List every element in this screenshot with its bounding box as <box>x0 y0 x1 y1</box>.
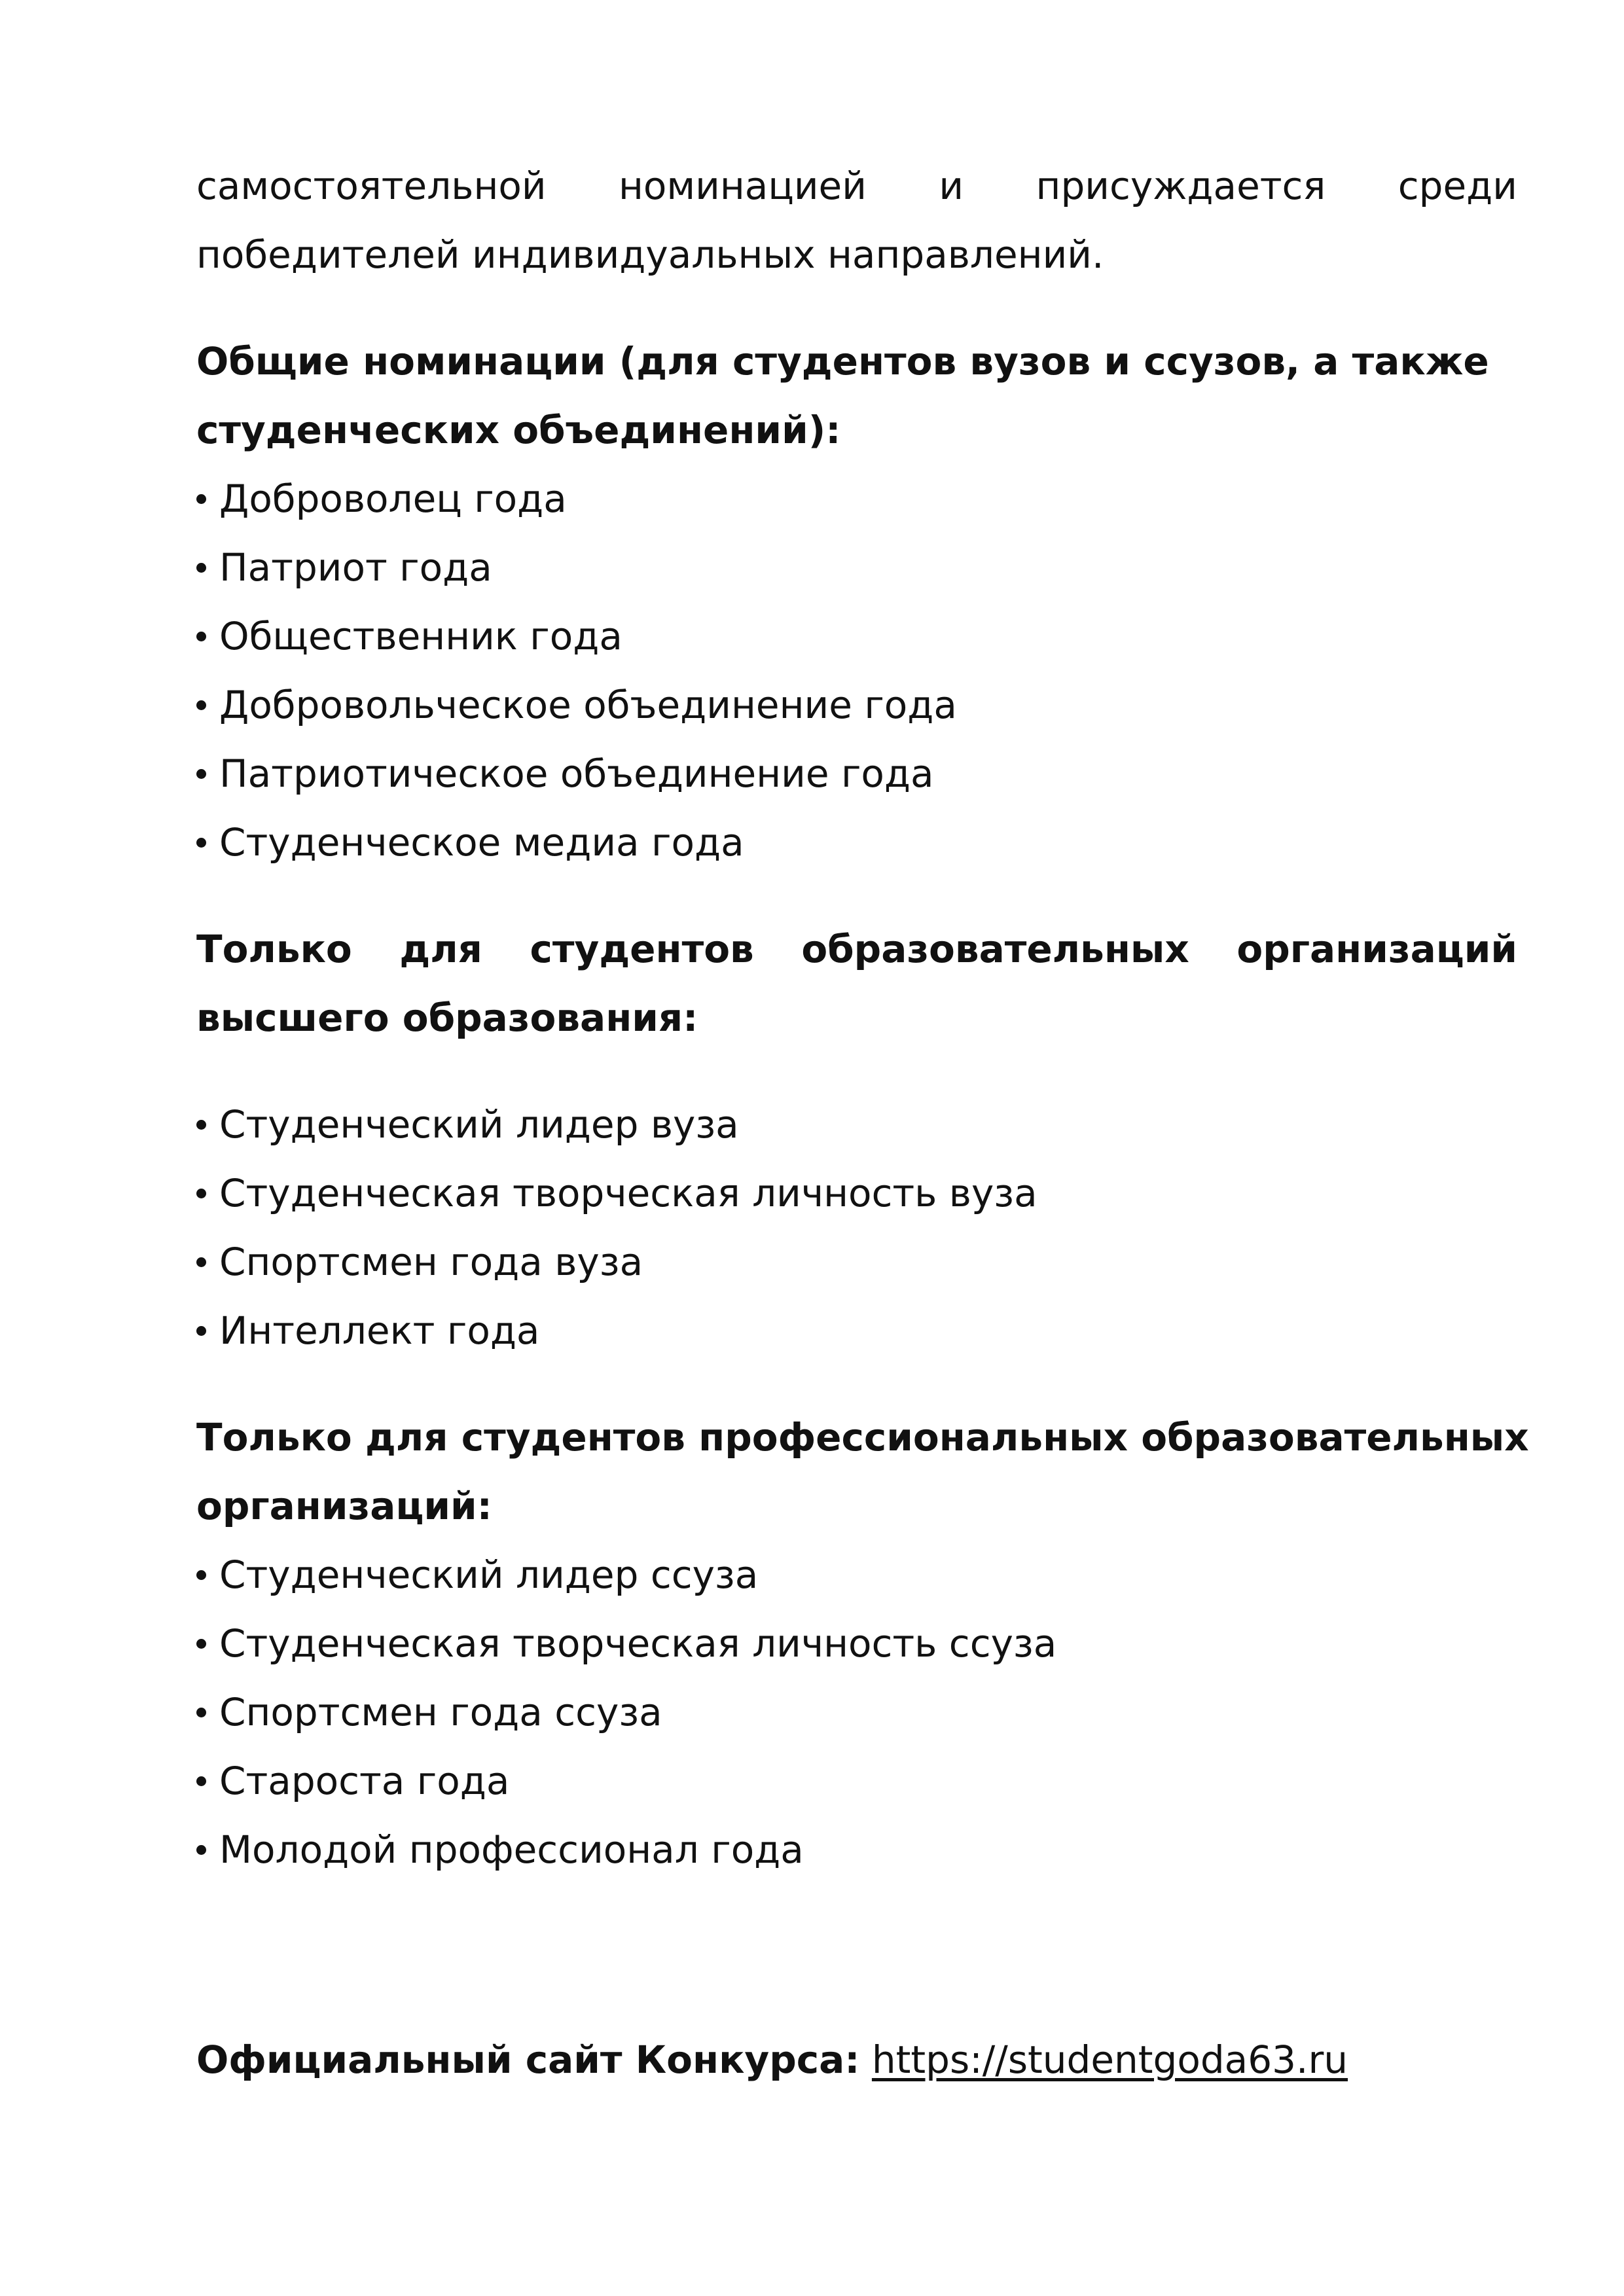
list-item <box>196 1541 1517 1609</box>
list-item-label: Добровольческое объединение года <box>219 683 957 727</box>
section-higher <box>196 915 1517 1365</box>
bullet-icon <box>196 769 206 779</box>
footer-official-site <box>196 2026 1517 2094</box>
list-item-label: Студенческая творческая личность ссуза <box>219 1621 1057 1666</box>
list-item <box>196 1747 1517 1816</box>
list-item-label: Студенческий лидер вуза <box>219 1102 739 1147</box>
list-item-label: Студенческое медиа года <box>219 820 744 865</box>
heading-word: образовательных <box>801 927 1189 971</box>
bullet-icon <box>196 838 206 848</box>
bullet-icon <box>196 1639 206 1649</box>
bullet-icon <box>196 1189 206 1198</box>
section-higher-list <box>196 1090 1517 1365</box>
list-item <box>196 1678 1517 1747</box>
list-item <box>196 1609 1517 1678</box>
list-item <box>196 740 1517 808</box>
list-item <box>196 1297 1517 1365</box>
list-item <box>196 533 1517 602</box>
list-item <box>196 671 1517 740</box>
bullet-icon <box>196 632 206 641</box>
intro-line-2: победителей индивидуальных направлений. <box>196 232 1104 277</box>
section-general-heading-1: Общие номинации (для студентов вузов и ссузов, а также <box>196 339 1489 384</box>
list-item-label: Интеллект года <box>219 1308 540 1353</box>
list-item-label: Спортсмен года вуза <box>219 1240 643 1284</box>
section-general-heading-2: студенческих объединений): <box>196 408 841 452</box>
list-item-label: Молодой профессионал года <box>219 1827 804 1872</box>
heading-word: Только <box>196 927 352 971</box>
section-higher-heading-1 <box>196 915 1517 984</box>
bullet-icon <box>196 1570 206 1580</box>
bullet-icon <box>196 1845 206 1855</box>
bullet-icon <box>196 1776 206 1786</box>
intro-word: и <box>939 164 964 208</box>
list-item <box>196 1159 1517 1228</box>
bullet-icon <box>196 700 206 710</box>
list-item <box>196 465 1517 533</box>
heading-word: организаций <box>1236 927 1517 971</box>
list-item-label: Патриот года <box>219 545 492 590</box>
bullet-icon <box>196 1257 206 1267</box>
heading-word: студентов <box>530 927 754 971</box>
list-item <box>196 1228 1517 1297</box>
bullet-icon <box>196 1326 206 1336</box>
list-item-label: Студенческая творческая личность вуза <box>219 1171 1038 1215</box>
section-prof-heading-1: Только для студентов профессиональных образовательных <box>196 1415 1529 1460</box>
bullet-icon <box>196 563 206 573</box>
list-item <box>196 808 1517 877</box>
heading-word: для <box>399 927 482 971</box>
list-item <box>196 602 1517 671</box>
section-general <box>196 327 1517 877</box>
bullet-icon <box>196 1708 206 1717</box>
intro-word: среди <box>1398 164 1517 208</box>
intro-word: присуждается <box>1036 164 1326 208</box>
intro-line-1 <box>196 152 1517 221</box>
bullet-icon <box>196 1120 206 1130</box>
list-item-label: Доброволец года <box>219 476 567 521</box>
document-page <box>196 152 1529 2094</box>
footer-label: Официальный сайт Конкурса: <box>196 2037 860 2082</box>
list-item <box>196 1816 1517 1884</box>
intro-word: номинацией <box>619 164 867 208</box>
bullet-icon <box>196 494 206 504</box>
list-item-label: Общественник года <box>219 614 623 658</box>
list-item-label: Староста года <box>219 1759 510 1803</box>
section-prof <box>196 1403 1529 1884</box>
list-item-label: Студенческий лидер ссуза <box>219 1552 759 1597</box>
section-prof-heading-2: организаций: <box>196 1484 492 1528</box>
list-item-label: Спортсмен года ссуза <box>219 1690 662 1734</box>
official-site-link[interactable]: https://studentgoda63.ru <box>871 2037 1348 2082</box>
section-higher-heading-2: высшего образования: <box>196 996 698 1040</box>
intro-word: самостоятельной <box>196 164 547 208</box>
list-item <box>196 1090 1517 1159</box>
list-item-label: Патриотическое объединение года <box>219 751 934 796</box>
